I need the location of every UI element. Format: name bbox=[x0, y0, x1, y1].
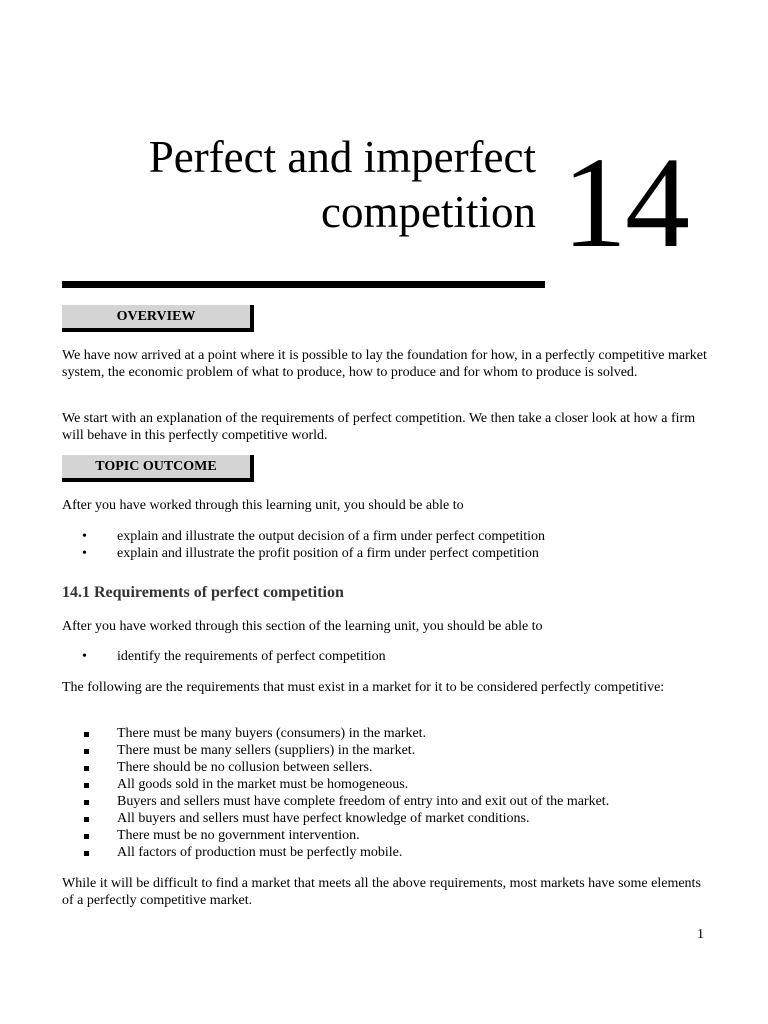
chapter-number: 14 bbox=[562, 131, 688, 275]
chapter-title-line-1: Perfect and imperfect bbox=[148, 132, 536, 182]
list-item: Buyers and sellers must have complete freedom of entry into and exit out of the market. bbox=[62, 793, 712, 810]
requirements-list bbox=[62, 725, 712, 861]
list-item: • identify the requirements of perfect competition bbox=[62, 648, 712, 665]
list-item: There must be no government intervention. bbox=[62, 827, 712, 844]
section-heading: 14.1 Requirements of perfect competition bbox=[62, 584, 344, 601]
topic-outcome-intro: After you have worked through this learning unit, you should be able to bbox=[62, 498, 464, 513]
page-number: 1 bbox=[697, 927, 704, 942]
chapter-title bbox=[56, 130, 536, 240]
list-item: There must be many sellers (suppliers) in the market. bbox=[62, 742, 712, 759]
section-intro: After you have worked through this section of the learning unit, you should be able to bbox=[62, 619, 543, 634]
overview-paragraph-2: We start with an explanation of the requirements of perfect competition. We then take a closer look at how a firm will behave in this perfectly competitive world. bbox=[62, 411, 696, 443]
list-item: There must be many buyers (consumers) in the market. bbox=[62, 725, 712, 742]
requirements-intro: The following are the requirements that must exist in a market for it to be considered perfectly competitive: bbox=[62, 680, 665, 695]
topic-outcome-list bbox=[62, 528, 712, 562]
list-item: There should be no collusion between sellers. bbox=[62, 759, 712, 776]
list-item: All goods sold in the market must be homogeneous. bbox=[62, 776, 712, 793]
overview-label-box: OVERVIEW bbox=[62, 305, 254, 332]
list-item: • explain and illustrate the output decision of a firm under perfect competition bbox=[62, 528, 712, 545]
section-outcome-list bbox=[62, 648, 712, 665]
title-rule bbox=[62, 281, 545, 288]
list-item: All factors of production must be perfectly mobile. bbox=[62, 844, 712, 861]
chapter-title-line-2: competition bbox=[321, 187, 536, 237]
topic-outcome-label-box: TOPIC OUTCOME bbox=[62, 455, 254, 482]
overview-paragraph-1: We have now arrived at a point where it is possible to lay the foundation for how, in a perfectly competitive market system, the economic problem of what to produce, how to produce and for whom to produce is solved. bbox=[62, 348, 707, 380]
closing-paragraph: While it will be difficult to find a market that meets all the above requirements, most markets have some elements of a perfectly competitive market. bbox=[62, 876, 701, 908]
list-item: All buyers and sellers must have perfect knowledge of market conditions. bbox=[62, 810, 712, 827]
list-item: • explain and illustrate the profit position of a firm under perfect competition bbox=[62, 545, 712, 562]
